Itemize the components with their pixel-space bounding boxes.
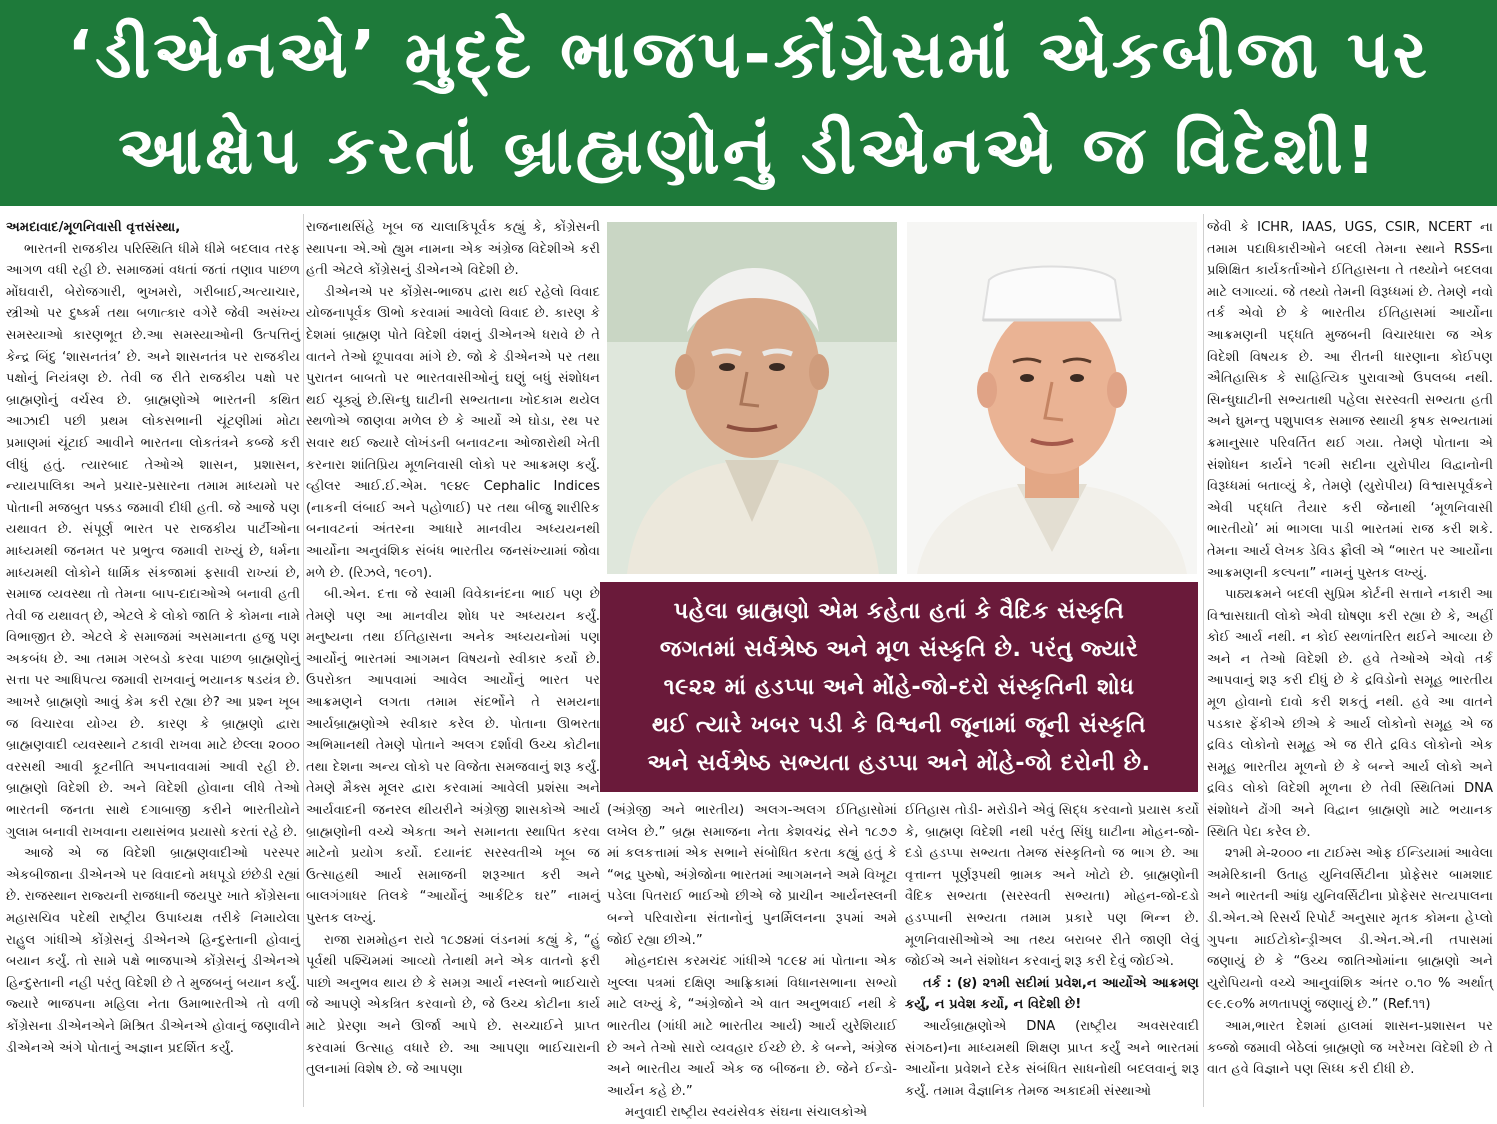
article-paragraph: ભારતની રાજકીય પરિસ્થિતિ ધીમે ધીમે બદલાવ તરફ આગળ વધી રહી છે. સમાજમાં વધતાં જતાં તણાવ પાછળ મોંઘવારી, બેરોજગારી, ભુખમરો, ગરીબાઈ,અત્યાચાર, સ્ત્રીઓ પર દુષ્કર્મ તથા બળાત્કાર વગેરે જેવી અસંખ્ય સમસ્યાઓ કારણભૂત છે.આ સમસ્યાઓની ઉત્પત્તિનું કેન્દ્ર બિંદુ ‘શાસનતંત્ર’ છે. અને શાસનતંત્ર પર રાજકીય પક્ષોનું નિયંત્રણ છે. તેવી જ રીતે રાજકીય પક્ષો પર બ્રાહ્મણોનું વર્ચસ્વ છે. બ્રાહ્મણોએ ભારતની કથિત આઝાદી પછી પ્રથમ લોકસભાની ચૂંટણીમાં મોટા પ્રમાણમાં ચૂંટાઈ આવીને ભારતના લોકતંત્રને કબ્જે કરી લીધું હતું. ત્યારબાદ તેઓએ શાસન, પ્રશાસન, ન્યાયપાલિકા અને પ્રચાર-પ્રસારના તમામ માધ્યમો પર પોતાની મજબુત પક્કડ જમાવી દીધી હતી. જે આજે પણ યથાવત છે. સંપૂર્ણ ભારત પર રાજકીય પાર્ટીઓના માધ્યમથી જનમત પર પ્રભુત્વ જમાવી રાખ્યું છે, ધર્મના માધ્યમથી લોકોને ધાર્મિક સંકજામાં ફસાવી રાખ્યાં છે, સમાજ વ્યવસ્થા તો તેમના બાપ-દાદાઓએ બનાવી હતી તેવી જ યથાવત્ છે, એટલે કે લોકો જાતિ કે કોમના નામે વિભાજીત છે. એટલે કે સમાજમાં અસમાનતા હજુ પણ અકબંધ છે. આ તમામ ગરબડો કરવા પાછળ બ્રાહ્મણોનું સત્તા પર આધિપત્ય જમાવી રાખવાનું ભયાનક ષડયંત્ર છે. આખરે બ્રાહ્મણો આવું કેમ કરી રહ્યા છે? આ પ્રશ્ન ખૂબ જ વિચારવા યોગ્ય છે. કારણ કે બ્રાહ્મણો દ્વારા બ્રાહ્મણવાદી વ્યવસ્થાને ટકાવી રાખવા માટે છેલ્લા ૨૦૦૦ વરસથી આવી કૂટનીતિ અપનાવવામાં આવી રહી છે. બ્રાહ્મણો વિદેશી છે. અને વિદેશી હોવાના લીધે તેઓ ભારતની જનતા સાથે દગાબાજી કરીને ભારતીયોને ગુલામ બનાવી રાખવાના યથાસંભવ પ્રયાસો કરતાં રહે છે. — [6, 241, 300, 840]
article-paragraph: જેવી કે ICHR, IAAS, UGS, CSIR, NCERT ના તમામ પદાધિકારીઓને બદલી તેમના સ્થાને RSSના પ્રશિક્ષિત કાર્યકર્તાઓને ઈતિહાસના તે તથ્યોને બદલવા માટે લગાવ્યાં. જે તથ્યો તેમની વિરૂધ્ધમાં છે. તેમણે નવો તર્ક એવો છે કે ભારતીય ઈતિહાસમાં આર્યોના આક્રમણની પદ્ધતિ મુજબની વિચારધારા જ એક વિદેશી વિષયક છે. આ રીતની ધારણાના કોઈપણ ઐતિહાસિક કે સાહિત્યિક પુરાવાઓ ઉપલબ્ધ નથી. સિન્ધુઘાટીની સભ્યતાથી પહેલા સરસ્વતી સભ્યતા હતી અને ઘુમન્તુ પશુપાલક સમાજ સ્થાયી કૃષક સભ્યતામાં ક્રમાનુસાર પરિવર્તિત થઈ ગયા. તેમણે પોતાના એ સંશોધન કાર્યને ૧૯મી સદીના યુરોપીય વિદ્વાનોની વિરૂધ્ધમાં બતાવ્યું કે, તેમણે (યુરોપીય) વિશ્વાસપૂર્વકને એવી પદ્ધતિ તૈયાર કરી જેનાથી ‘મૂળનિવાસી ભારતીયો’ માં ભાગલા પાડી ભારતમાં રાજ કરી શકે. તેમના આર્ય લેખક ડેવિડ ફ્રૌલી એ “ભારત પર આર્યોના આક્રમણની કલ્પના” નામનું પુસ્તક લખ્યું. — [1207, 220, 1493, 581]
article-paragraph: બી.એન. દત્તા જે સ્વામી વિવેકાનંદના ભાઈ પણ છે તેમણે પણ આ માનવીય શોધ પર અધ્યયન કર્યું. મનુષ્યના તથા ઈતિહાસના અનેક અધ્યયનોમાં પણ આર્યોનું ભારતમાં આગમન વિષયનો સ્વીકાર કર્યો છે. ઉપરોક્ત આપવામાં આવેલ આર્યોનું ભારત પર આક્રમણને લગતા તમામ સંદર્ભોને તે સમયના આર્યબ્રાહ્મણોએ સ્વીકાર કરેલ છે. પોતાના ઊભરતા અભિમાનથી તેમણે પોતાને અલગ દર્શાવી ઉચ્ચ કોટીના તથા દેશના અન્ય લોકો પર વિજેતા સમજવાનું શરૂ કર્યું. તેમણે મૈક્સ મૂલર દ્વારા કરવામાં આવેલી પ્રશંસા અને આર્યવાદની જનરલ થીયરીને અંગ્રેજી શાસકોએ આર્ય બ્રાહ્મણોની વચ્ચે એકતા અને સમાનતા સ્થાપિત કરવા માટેનો પ્રયોગ કર્યો. દયાનંદ સરસ્વતીએ ખૂબ જ ઉત્સાહથી આર્ય સમાજની શરૂઆત કરી અને બાલગંગાધર તિલકે “આર્યોનું આર્કટિક ઘર” નામનું પુસ્તક લખ્યું. — [306, 587, 600, 926]
dateline: અમદાવાદ/મૂળનિવાસી વૃત્તસંસ્થા, — [6, 220, 181, 235]
article-column-5 — [1207, 217, 1493, 1107]
pull-quote-line: થઈ ત્યારે ખબર પડી કે વિશ્વની જૂનામાં જૂની સંસ્કૃતિ — [651, 712, 1147, 738]
article-paragraph: મોહનદાસ કરમચંદ ગાંધીએ ૧૮૯૪ માં પોતાના એક ખુલ્લા પત્રમાં દક્ષિણ આફ્રિકામાં વિધાનસભાના સભ્યો માટે લખ્યું કે, “અંગ્રેજોને એ વાત અનુભવાઈ નથી કે ભારતીય (ગાંધી માટે ભારતીય આર્ય) આર્ય યુરેશિયાઈ છે અને તેઓ સારો વ્યવહાર ઈચ્છે છે. કે બન્ને, અંગ્રેજ અને ભારતીય આર્ય એક જ બીજના છે. જેને ઈન્ડો-આર્યન કહે છે.” — [607, 954, 897, 1099]
article-paragraph: મનુવાદી રાષ્ટ્રીય સ્વયંસેવક સંઘના સંચાલકોએ — [625, 1105, 868, 1121]
man-with-cap-portrait-image — [907, 222, 1197, 574]
elderly-man-portrait-image — [607, 222, 897, 574]
headline-line-2: આક્ષેપ કરતાં બ્રાહ્મણોનું ડીએનએ જ વિદેશી! — [118, 112, 1379, 189]
portrait-photo-left — [607, 222, 897, 574]
pull-quote-line: અને સર્વશ્રેષ્ઠ સભ્યતા હડપ્પા અને મોંહે-જો દરોની છે. — [647, 750, 1151, 776]
article-paragraph: ઈતિહાસ તોડી- મરોડીને એવું સિદ્ધ કરવાનો પ્રયાસ કર્યો કે, બ્રાહ્મણ વિદેશી નથી પરંતુ સિંધુ ઘાટીના મોહન-જો-દડો હડપ્પા સભ્યતા તેમજ સંસ્કૃતિનો જ ભાગ છે. આ વૃત્તાન્ત પૂર્ણરૂપથી ભ્રામક અને ખોટો છે. બ્રાહ્મણોની વૈદિક સભ્યતા (સરસ્વતી સભ્યતા) મોહન-જો-દડો હડપ્પાની સભ્યતા તમામ પ્રકારે પણ ભિન્ન છે. મૂળનિવાસીઓએ આ તથ્ય બરાબર રીતે જાણી લેવું જોઈએ અને સંશોધન કરવાનું શરૂ કરી દેવું જોઈએ. — [905, 803, 1199, 970]
article-paragraph: આર્યબ્રાહ્મણોએ DNA (રાષ્ટ્રીય અવસરવાદી સંગઠન)ના માધ્યમથી શિક્ષણ પ્રાપ્ત કર્યું અને ભારતમાં આર્યોના પ્રવેશને દરેક સંબંધિત સાધનોથી બદલવાનું શરૂ કર્યું. તમામ વૈજ્ઞાનિક તેમજ અકાદમી સંસ્થાઓ — [905, 1018, 1199, 1099]
portrait-photo-right — [907, 222, 1197, 574]
article-paragraph: આમ,ભારત દેશમાં હાલમાં શાસન-પ્રશાસન પર કબ્જો જમાવી બેઠેલાં બ્રાહ્મણો જ ખરેખરા વિદેશી છે તે વાત હવે વિજ્ઞાને પણ સિધ્ધ કરી દીધી છે. — [1207, 1018, 1493, 1078]
article-column-1 — [6, 217, 300, 1107]
pull-quote-box — [600, 582, 1198, 792]
article-paragraph: પાઠ્યક્રમને બદલી સુપ્રિમ કોર્ટની સત્તાને નકારી આ વિશ્વાસઘાતી લોકો એવી ઘોષણા કરી રહ્યા છે કે, અહીં કોઈ આર્ય નથી. ન કોઈ સ્થળાંતરિત થઈને આવ્યા છે અને ન તેઓ વિદેશી છે. હવે તેઓએ એવો તર્ક આપવાનું શરૂ કરી દીધું છે કે દ્રવિડોનો સમૂહ ભારતીય મૂળ હોવાનો દાવો કરી શકતું નથી. હવે આ વાતને પડકાર ફેંકીએ છીએ કે આર્ય લોકોનો સમૂહ એ જ દ્રવિડ લોકોનો સમૂહ એ જ રીતે દ્રવિડ લોકોનો એક સમૂહ ભારતીય મૂળનો છે કે બન્ને આર્ય લોકો અને દ્રવિડ લોકો વિદેશી મૂળના છે તેવી સ્થિતિમાં DNA સંશોધને ઢોંગી અને વિદ્વાન બ્રાહ્મણો માટે ભયાનક સ્થિતિ પેદા કરેલ છે. — [1207, 587, 1493, 840]
column-divider — [1203, 214, 1204, 1107]
headline-line-1: ‘ડીએનએ’ મુદ્દે ભાજપ-કોંગ્રેસમાં એકબીજા પર — [67, 16, 1430, 93]
pull-quote-line: જગતમાં સર્વશ્રેષ્ઠ અને મૂળ સંસ્કૃતિ છે. પરંતુ જ્યારે — [659, 636, 1139, 662]
article-paragraph: (અંગ્રેજી અને ભારતીય) અલગ-અલગ ઈતિહાસોમાં લખેલ છે.” બ્રહ્મ સમાજના નેતા કેશવચંદ્ર સેને ૧૮૭૭ માં કલકત્તામાં એક સભાને સંબોધિત કરતા કહ્યું હતું કે “ભદ્ર પુરુષો, અંગ્રેજોના ભારતમાં આગમનને અમે વિખૂટા પડેલા પિતરાઈ ભાઈઓ છીએ જે પ્રાચીન આર્યનસ્લની બન્ને પરિવારોના સંતાનોનું પુનર્મિલનના રૂપમાં અમે જોઈ રહ્યા છીએ.” — [607, 803, 897, 948]
pull-quote-line: પહેલા બ્રાહ્મણો એમ કહેતા હતાં કે વૈદિક સંસ્કૃતિ — [673, 598, 1125, 624]
article-paragraph: ડીએનએ પર કોંગ્રેસ-ભાજપ દ્વારા થઈ રહેલો વિવાદ યોજનાપૂર્વક ઊભો કરવામાં આવેલો વિવાદ છે. કારણ કે દેશમાં બ્રાહ્મણ પોતે વિદેશી વંશનું ડીએનએ ધરાવે છે તે વાતને તેઓ છૂપાવવા માંગે છે. જો કે ડીએનએ પર તથા પુરાતન બાબતો પર ભારતવાસીઓનું ઘણું બધું સંશોધન થઈ ચૂક્યું છે.સિન્ધુ ઘાટીની સભ્યતાના ખોદકામ થયેલ સ્થળોએ જાણવા મળેલ છે કે આર્યો એ ઘોડા, રથ પર સવાર થઈ જ્યારે લોખંડની બનાવટના ઓજારોથી ખેતી કરનારા શાંતિપ્રિય મૂળનિવાસી લોકો પર આક્રમણ કર્યું. વ્હીલર આઈ.ઈ.એમ. ૧૯૪૯ Cephalic Indices (નાકની લંબાઈ અને પહોળાઈ) પર તથા બીજુ શારીરિક બનાવટનાં અંતરના આધારે માનવીય અધ્યયનથી આર્યોના અનુવંશિક સંબંધ ભારતીય જનસંખ્યામાં જોવા મળે છે. (રિઝલે, ૧૯૦૧). — [306, 284, 600, 581]
article-paragraph: રાજનાથસિંહે ખૂબ જ ચાલાકિપૂર્વક કહ્યું કે, કોંગ્રેસની સ્થાપના એ.ઓ હ્યુમ નામના એક અંગ્રેજ વિદેશીએ કરી હતી એટલે કોંગ્રેસનું ડીએનએ વિદેશી છે. — [306, 220, 600, 279]
article-column-2 — [306, 217, 600, 1107]
article-paragraph — [6, 217, 300, 239]
section-subheading: તર્ક : (૪) ૨૧મી સદીમાં પ્રવેશ,ન આર્યોએ આક્રમણ કર્યું, ન પ્રવેશ કર્યો, ન વિદેશી છે! — [905, 975, 1199, 1013]
article-column-3 — [607, 800, 897, 1121]
article-paragraph: રાજા રામમોહન રાયે ૧૮૭૪માં લંડનમાં કહ્યું કે, “હું પૂર્વથી પશ્ચિમમાં આવ્યો તેનાથી મને એક વાતનો ફરી પાછો અનુભવ થાય છે કે સમગ્ર આર્ય નસ્લનો ભાઈચારો જે આપણે એકત્રિત કરવાનો છે, જે ઉચ્ચ કોટીના કાર્ય માટે પ્રેરણા અને ઊર્જા આપે છે. સચ્ચાઈને પ્રાપ્ત કરવામાં ઉત્સાહ વધારે છે. આ આપણા ભાઈચારાની તુલનામાં વિશેષ છે. જે આપણા — [306, 932, 600, 1078]
headline-banner — [0, 0, 1497, 206]
article-paragraph: આજે એ જ વિદેશી બ્રાહ્મણવાદીઓ પરસ્પર એકબીજાના ડીએનએ પર વિવાદનો મધપૂડો છંછેડી રહ્યાં છે. રાજસ્થાન રાજ્યની રાજધાની જયપુર ખાતે કોંગ્રેસના મહાસચિવ પદેથી રાષ્ટ્રીય ઉપાધ્યક્ષ તરીકે નિમાયેલા રાહુલ ગાંધીએ કોંગ્રેસનું ડીએનએ હિન્દુસ્તાની હોવાનું બયાન કર્યું. તો સામે પક્ષે ભાજપાએ કોંગ્રેસનું ડીએનએ હિન્દુસ્તાની નહી પરંતુ વિદેશી છે તે મુજબનું બયાન કર્યું. જ્યારે ભાજપના મહિલા નેતા ઉમાભારતીએ તો વળી કોંગ્રેસના ડીએનએને મિશ્રિત ડીએનએ હોવાનું જણાવીને ડીએનએ અંગે પોતાનું અજ્ઞાન પ્રદર્શિત કર્યું. — [6, 846, 300, 1056]
article-column-4 — [905, 800, 1199, 1107]
column-divider — [303, 214, 304, 1107]
pull-quote-line: ૧૯૨૨ માં હડપ્પા અને મોંહે-જો-દરો સંસ્કૃતિની શોધ — [663, 674, 1135, 700]
article-paragraph: ૨૧મી મે-૨૦૦૦ ના ટાઈમ્સ ઓફ ઈન્ડિયામાં આવેલા અમેરિકાની ઉતાહ યુનિવર્સિટીના પ્રોફેસર બામશાદ અને ભારતની આંધ્ર યુનિવર્સિટીના પ્રોફેસર સત્યપાલના ડી.એન.એ રિસર્ચ રિપોર્ટ અનુસાર મૃતક કોમના હેપ્લો ગુપના માઈટોકોન્ડ્રીઅલ ડી.એન.એ.ની તપાસમાં જણાયું છે કે “ઉચ્ચ જાતિઓમાંના બ્રાહ્મણો અને યુરોપિયનો વચ્ચે આનુવાંશિક અંતર ૦.૧૦ % અર્થાત્ ૯૯.૯૦% મળતાપણું જણાયું છે.” (Ref.૧૧) — [1207, 846, 1493, 1013]
